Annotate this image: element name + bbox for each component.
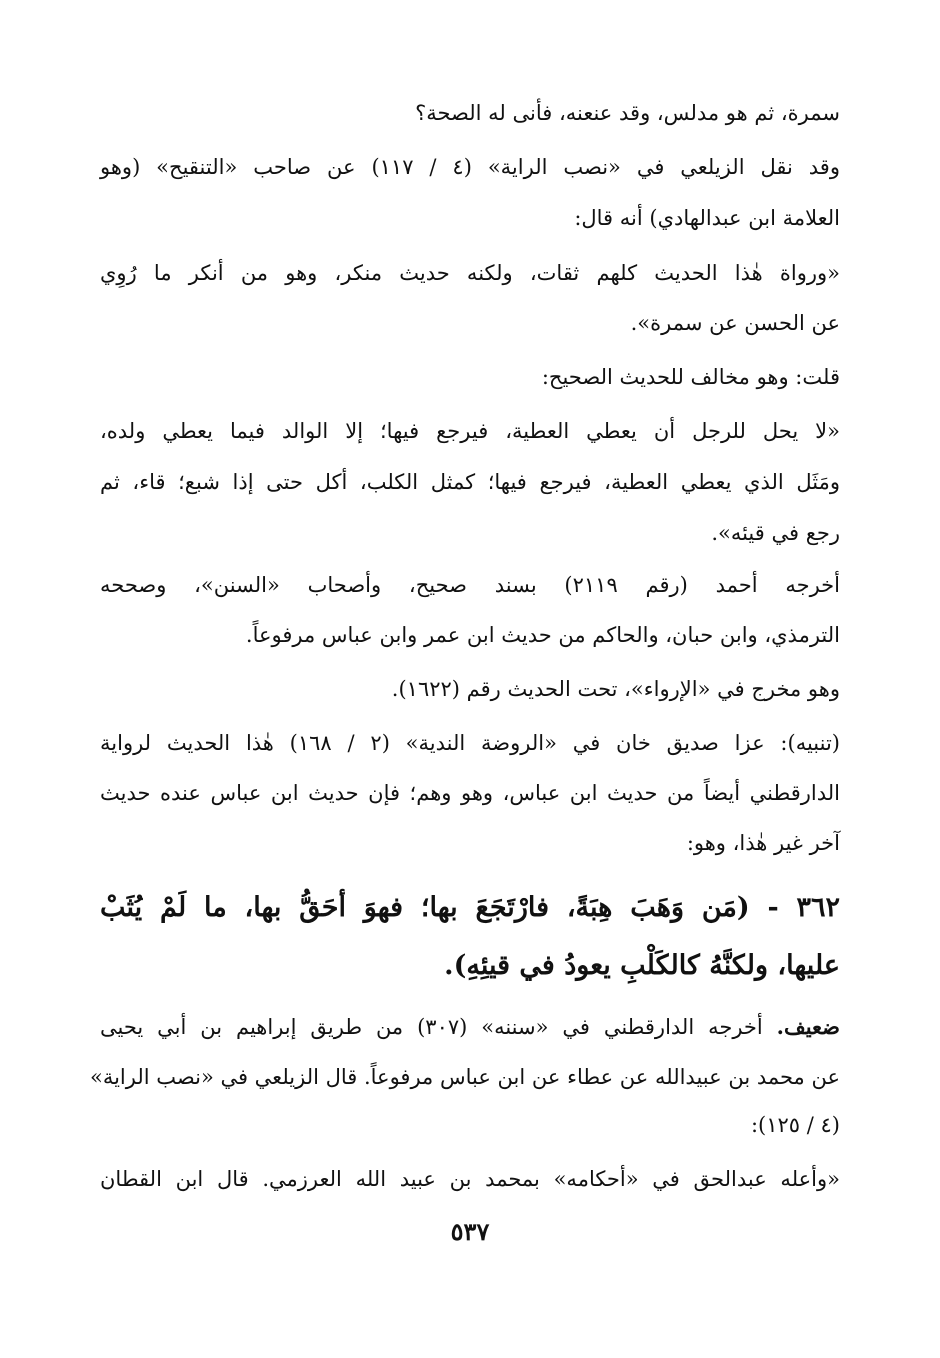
text-line: عن محمد بن عبيدالله عن عطاء عن ابن عباس مرفوعاً. قال الزيلعي في «نصب الراية» [89, 1065, 840, 1089]
text-line: عن الحسن عن سمرة». [630, 311, 840, 335]
hadith-heading: عليها، ولكنَّهُ كالكَلْبِ يعودُ في قيئِهِ). [444, 950, 840, 981]
text-span: أخرجه الدارقطني في «سننه» (٣٠٧) من طريق إبراهيم بن أبي يحيى [100, 1015, 763, 1039]
text-line: رجع في قيئه». [711, 521, 840, 545]
text-line: سمرة، ثم هو مدلس، وقد عنعنه، فأنى له الصحة؟ [415, 101, 840, 125]
text-line: (تنبيه): عزا صديق خان في «الروضة الندية» (٢ / ١٦٨) هٰذا الحديث لرواية [100, 731, 841, 755]
text-line [100, 1012, 840, 1042]
grading-word: ضعيف. [776, 1014, 840, 1039]
text-line: قلت: وهو مخالف للحديث الصحيح: [541, 365, 840, 389]
text-line: ومَثَل الذي يعطي العطية، فيرجع فيها؛ كمثل الكلب، أكل حتى إذا شبع؛ قاء، ثم [100, 470, 840, 494]
text-line: «ورواة هٰذا الحديث كلهم ثقات، ولكنه حديث منكر، وهو من أنكر ما رُوِي [100, 261, 840, 285]
text-line: آخر غير هٰذا، وهو: [686, 831, 840, 855]
text-line: الترمذي، وابن حبان، والحاكم من حديث ابن عمر وابن عباس مرفوعاً. [245, 623, 840, 647]
hadith-heading: ٣٦٢ - (مَن وَهَبَ هِبَةً، فارْتَجَعَ بها؛ فهوَ أحَقُّ بها، ما لَمْ يُثَبْ [100, 892, 840, 923]
text-line: وهو مخرج في «الإرواء»، تحت الحديث رقم (١٦٢٢). [391, 677, 840, 701]
text-line: «وأعله عبدالحق في «أحكامه» بمحمد بن عبيد الله العرزمي. قال ابن القطان [100, 1167, 840, 1191]
text-line: (٤ / ١٢٥): [750, 1113, 840, 1137]
text-line: وقد نقل الزيلعي في «نصب الراية» (٤ / ١١٧) عن صاحب «التنقيح» (وهو [100, 155, 840, 179]
text-line: «لا يحل للرجل أن يعطي العطية، فيرجع فيها؛ إلا الوالد فيما يعطي ولده، [100, 419, 840, 443]
text-line: الدارقطني أيضاً من حديث ابن عباس، وهو وهم؛ فإن حديث ابن عباس عنده حديث [100, 781, 840, 805]
text-line: العلامة ابن عبدالهادي) أنه قال: [574, 206, 840, 230]
text-line: أخرجه أحمد (رقم ٢١١٩) بسند صحيح، وأصحاب «السنن»، وصححه [100, 573, 840, 597]
page-number: ٥٣٧ [450, 1217, 490, 1246]
